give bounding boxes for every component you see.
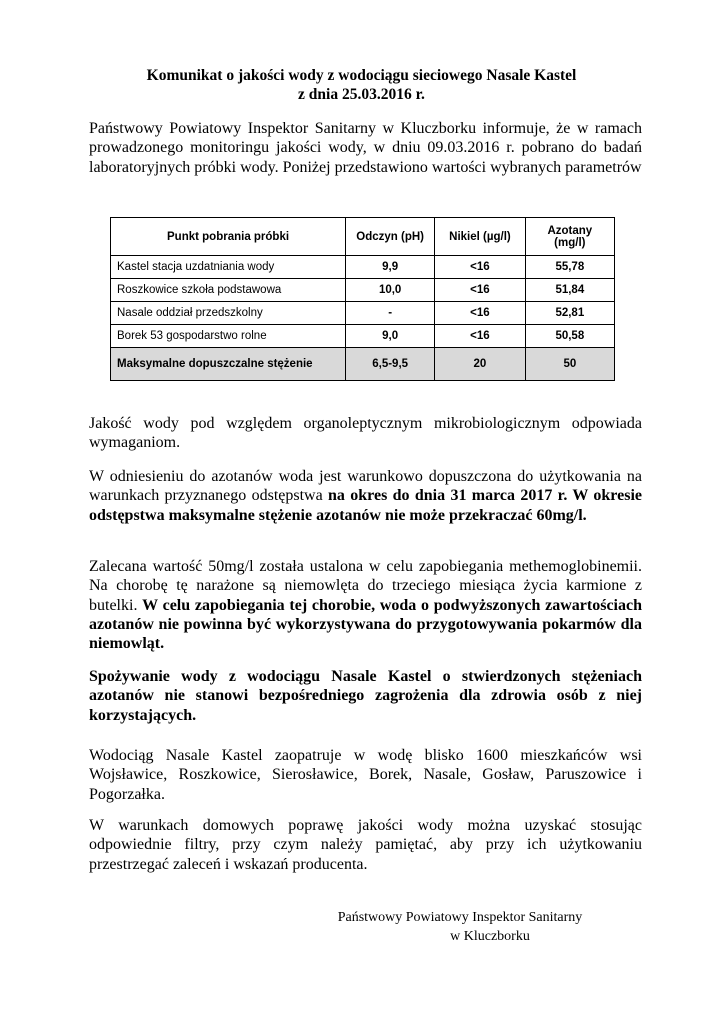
- table-cell: -: [346, 302, 435, 325]
- table-row: [111, 302, 615, 325]
- signature-block: [330, 908, 590, 946]
- signature-line-1: Państwowy Powiatowy Inspektor Sanitarny: [337, 910, 583, 925]
- results-table: [110, 217, 615, 381]
- table-cell: <16: [435, 279, 525, 302]
- table-header-row: [111, 218, 615, 256]
- table-cell: 9,9: [346, 256, 435, 279]
- paragraph-organoleptic: Jakość wody pod względem organoleptycznym mikrobiologicznym odpowiada wymaganiom.: [89, 415, 642, 452]
- paragraph-supply: Wodociąg Nasale Kastel zaopatruje w wodę blisko 1600 mieszkańców wsi Wojsławice, Roszkowice, Sierosławice, Borek, Nasale, Gosław, Paruszowice i Pogorzałka.: [89, 747, 642, 803]
- table-cell: <16: [435, 256, 525, 279]
- column-header: Nikiel (µg/l): [435, 218, 525, 256]
- paragraph-safety: Spożywanie wody z wodociągu Nasale Kastel o stwierdzonych stężeniach azotanów nie stanowi bezpośredniego zagrożenia dla zdrowia osób z niej korzystających.: [89, 668, 642, 724]
- document-title: [60, 66, 663, 104]
- table-cell: 9,0: [346, 325, 435, 348]
- table-cell: 50,58: [525, 325, 614, 348]
- table-row: [111, 325, 615, 348]
- signature-line-2: w Kluczborku: [450, 929, 530, 944]
- paragraph-derogation: [89, 467, 642, 525]
- table-cell: 52,81: [525, 302, 614, 325]
- table-cell: Kastel stacja uzdatniania wody: [111, 256, 346, 279]
- table-cell: <16: [435, 325, 525, 348]
- table-cell: 10,0: [346, 279, 435, 302]
- table-cell: Borek 53 gospodarstwo rolne: [111, 325, 346, 348]
- column-header: Azotany (mg/l): [525, 218, 614, 256]
- column-header: Odczyn (pH): [346, 218, 435, 256]
- paragraph-bold-text: na okres do dnia 31 marca 2017 r. W okresie odstępstwa maksymalne stężenie azotanów nie może przekraczać 60mg/l.: [89, 487, 642, 524]
- paragraph-bold-text: W celu zapobiegania tej chorobie, woda o podwyższonych zawartościach azotanów nie powinna być wykorzystywana do przygotowywania pokarmów dla niemowląt.: [89, 596, 643, 653]
- paragraph-text: W odniesieniu do azotanów woda jest warunkowo dopuszczona do użytkowania na warunkach przyznanego odstępstwa: [89, 468, 642, 505]
- table-cell: 50: [525, 348, 614, 381]
- title-line-2: z dnia 25.03.2016 r.: [298, 86, 425, 103]
- table-cell: Maksymalne dopuszczalne stężenie: [111, 348, 346, 381]
- column-header: Punkt pobrania próbki: [111, 218, 346, 256]
- table-cell: 20: [435, 348, 525, 381]
- paragraph-text: Zalecana wartość 50mg/l została ustalona w celu zapobiegania methemoglobinemii. Na chorobę tę narażone są niemowlęta do trzeciego miesiąca życia karmione z butelki.: [89, 558, 642, 614]
- table-row: [111, 256, 615, 279]
- table-cell: 51,84: [525, 279, 614, 302]
- table-row: [111, 279, 615, 302]
- table-cell: Nasale oddział przedszkolny: [111, 302, 346, 325]
- table-cell: 6,5-9,5: [346, 348, 435, 381]
- table-cell: 55,78: [525, 256, 614, 279]
- paragraph-filters: W warunkach domowych poprawę jakości wody można uzyskać stosując odpowiednie filtry, przy czym należy pamiętać, aby przy ich użytkowaniu przestrzegać zaleceń i wskazań producenta.: [89, 817, 642, 873]
- paragraph-recommendation: [89, 557, 642, 653]
- intro-paragraph: Państwowy Powiatowy Inspektor Sanitarny w Kluczborku informuje, że w ramach prowadzonego monitoringu jakości wody, w dniu 09.03.2016 r. pobrano do badań laboratoryjnych próbki wody. Poniżej przedstawiono wartości wybranych parametrów: [89, 120, 642, 176]
- table-cell: Roszkowice szkoła podstawowa: [111, 279, 346, 302]
- table-cell: <16: [435, 302, 525, 325]
- title-line-1: Komunikat o jakości wody z wodociągu sieciowego Nasale Kastel: [146, 67, 577, 84]
- max-limit-row: [111, 348, 615, 381]
